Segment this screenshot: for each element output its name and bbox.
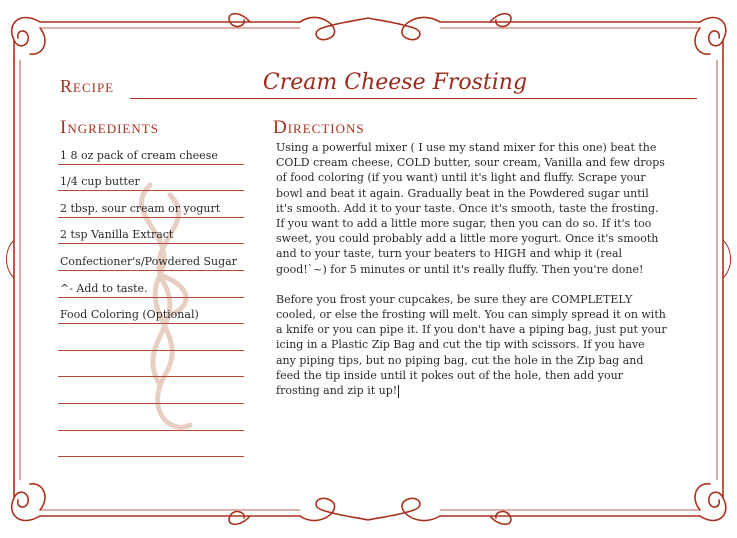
ingredient-text: ^- Add to taste. <box>60 281 148 295</box>
ingredients-heading: Ingredients <box>60 117 159 138</box>
ingredient-text: 2 tsp Vanilla Extract <box>60 228 174 242</box>
ingredient-row <box>58 351 244 378</box>
ingredients-list <box>58 138 244 457</box>
directions-text[interactable] <box>276 140 668 413</box>
ingredient-row <box>58 244 244 271</box>
recipe-label: Recipe <box>60 76 115 96</box>
ingredient-row <box>58 271 244 298</box>
ingredient-text: Confectioner's/Powdered Sugar <box>60 254 237 268</box>
ingredient-row <box>58 138 244 165</box>
ingredient-row <box>58 298 244 325</box>
directions-paragraph-text: Before you frost your cupcakes, be sure they are COMPLETELY cooled, or else the frosting will melt. You can simply spread it on with a knife or you can pipe it. If you don't have a piping bag, just put your icing in a Plastic Zip Bag and cut the tip with scissors. If you have any piping tips, but no piping bag, cut the hole in the Zip bag and feed the tip inside until it pokes out of the hole, then add your frosting and zip it up! <box>276 292 667 398</box>
recipe-title: Cream Cheese Frosting <box>262 70 528 95</box>
ingredient-text: Food Coloring (Optional) <box>60 308 199 322</box>
ingredient-row <box>58 404 244 431</box>
ingredient-text: 1 8 oz pack of cream cheese <box>60 148 218 162</box>
ingredient-row <box>58 165 244 192</box>
ingredient-row <box>58 218 244 245</box>
directions-heading: Directions <box>273 117 365 138</box>
ingredient-row <box>58 377 244 404</box>
ingredient-text: 2 tbsp. sour cream or yogurt <box>60 201 221 215</box>
recipe-title-line <box>130 98 697 99</box>
directions-paragraph: Using a powerful mixer ( I use my stand mixer for this one) beat the COLD cream cheese, COLD butter, sour cream, Vanilla and few drops of food coloring (if you want) until it's light and fluffy. Scrape your bowl and beat it again. Gradually beat in the Powdered sugar until it's smooth. Add it to your taste. Once it's smooth, taste the frosting. If you want to add a little more sugar, then you can do so. If it's too sweet, you could probably add a little more yogurt. Once it's smooth and to your taste, turn your beaters to HIGH and whip it (real good!`~) for 5 minutes or until it's really fluffy. Then you're done! <box>276 141 665 276</box>
ingredient-row <box>58 324 244 351</box>
ingredient-text: 1/4 cup butter <box>60 175 140 189</box>
ingredient-row <box>58 431 244 458</box>
text-cursor <box>398 385 399 398</box>
directions-paragraph <box>276 292 668 398</box>
ingredient-row <box>58 191 244 218</box>
